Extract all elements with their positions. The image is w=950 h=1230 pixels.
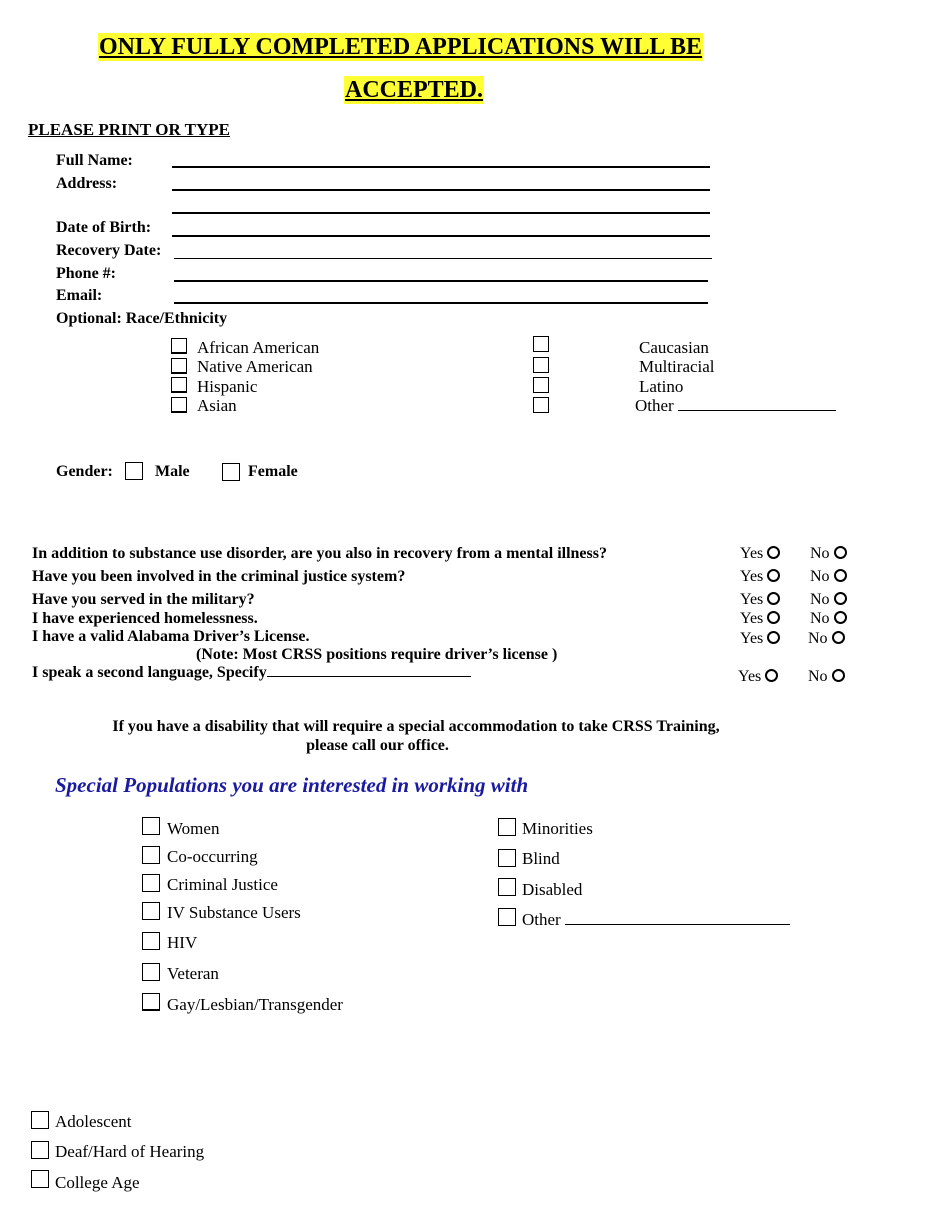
yes-option-language[interactable]: Yes bbox=[738, 668, 778, 686]
population-label: Disabled bbox=[522, 880, 583, 899]
no-option-license[interactable]: No bbox=[808, 630, 845, 648]
race-option-label: Caucasian bbox=[639, 338, 709, 357]
population-label: IV Substance Users bbox=[167, 903, 301, 922]
yes-option-mental[interactable]: Yes bbox=[740, 545, 780, 563]
radio-icon[interactable] bbox=[767, 611, 780, 624]
checkbox-hispanic[interactable] bbox=[171, 377, 187, 393]
phone-field[interactable] bbox=[174, 280, 708, 282]
question-drivers-license: I have a valid Alabama Driver’s License. bbox=[32, 628, 310, 645]
checkbox-adolescent[interactable] bbox=[31, 1111, 49, 1129]
no-option-language[interactable]: No bbox=[808, 668, 845, 686]
checkbox-population-other[interactable] bbox=[498, 908, 516, 926]
checkbox-women[interactable] bbox=[142, 817, 160, 835]
race-option-label: Multiracial bbox=[639, 357, 715, 376]
race-label: Optional: Race/Ethnicity bbox=[56, 310, 228, 327]
checkbox-blind[interactable] bbox=[498, 849, 516, 867]
yes-option-license[interactable]: Yes bbox=[740, 630, 780, 648]
gender-female-label: Female bbox=[248, 463, 298, 480]
population-label: Other bbox=[522, 910, 561, 929]
checkbox-race-other[interactable] bbox=[533, 397, 549, 413]
question-second-language-row bbox=[32, 664, 471, 682]
no-option-homelessness[interactable]: No bbox=[810, 610, 847, 628]
population-label: Veteran bbox=[167, 964, 219, 983]
question-second-language: I speak a second language, Specify bbox=[32, 664, 267, 681]
no-option-criminal[interactable]: No bbox=[810, 568, 847, 586]
address-field-2[interactable] bbox=[172, 212, 710, 214]
population-other-row bbox=[522, 910, 790, 930]
radio-icon[interactable] bbox=[832, 669, 845, 682]
checkbox-african-american[interactable] bbox=[171, 338, 187, 354]
recovery-date-field[interactable] bbox=[174, 258, 712, 259]
drivers-license-note: (Note: Most CRSS positions require driver’s license ) bbox=[196, 646, 558, 663]
radio-icon[interactable] bbox=[767, 569, 780, 582]
race-other-field[interactable] bbox=[678, 396, 836, 411]
email-field[interactable] bbox=[174, 302, 708, 304]
race-option-label: Other bbox=[635, 396, 674, 415]
radio-icon[interactable] bbox=[834, 546, 847, 559]
disability-notice-line-1: If you have a disability that will require a special accommodation to take CRSS Training, bbox=[112, 718, 720, 735]
population-other-field[interactable] bbox=[565, 910, 790, 925]
radio-icon[interactable] bbox=[767, 546, 780, 559]
disability-notice-line-2: please call our office. bbox=[306, 737, 449, 754]
yes-option-criminal[interactable]: Yes bbox=[740, 568, 780, 586]
race-option-label: Native American bbox=[197, 357, 313, 376]
checkbox-minorities[interactable] bbox=[498, 818, 516, 836]
checkbox-gay-lesbian-transgender[interactable] bbox=[142, 993, 160, 1011]
header-line-1: ONLY FULLY COMPLETED APPLICATIONS WILL BE bbox=[99, 34, 703, 60]
checkbox-disabled[interactable] bbox=[498, 878, 516, 896]
dob-field[interactable] bbox=[172, 235, 710, 237]
checkbox-iv-substance-users[interactable] bbox=[142, 902, 160, 920]
full-name-field[interactable] bbox=[172, 166, 710, 168]
population-label: Blind bbox=[522, 849, 560, 868]
checkbox-college-age[interactable] bbox=[31, 1170, 49, 1188]
header-line-2: ACCEPTED. bbox=[345, 77, 484, 103]
checkbox-latino[interactable] bbox=[533, 377, 549, 393]
checkbox-caucasian[interactable] bbox=[533, 336, 549, 352]
checkbox-asian[interactable] bbox=[171, 397, 187, 413]
checkbox-criminal-justice[interactable] bbox=[142, 874, 160, 892]
checkbox-deaf-hard-of-hearing[interactable] bbox=[31, 1141, 49, 1159]
address-label: Address: bbox=[56, 175, 118, 192]
instructions: PLEASE PRINT OR TYPE bbox=[28, 120, 230, 139]
checkbox-male[interactable] bbox=[125, 462, 143, 480]
race-option-label: African American bbox=[197, 338, 320, 357]
checkbox-veteran[interactable] bbox=[142, 963, 160, 981]
race-option-label: Asian bbox=[197, 396, 237, 415]
address-field-1[interactable] bbox=[172, 189, 710, 191]
population-label: Women bbox=[167, 819, 220, 838]
checkbox-co-occurring[interactable] bbox=[142, 846, 160, 864]
email-label: Email: bbox=[56, 287, 103, 304]
checkbox-female[interactable] bbox=[222, 463, 240, 481]
race-other-row bbox=[635, 396, 836, 416]
special-populations-title: Special Populations you are interested in working with bbox=[55, 773, 529, 797]
race-option-label: Latino bbox=[639, 377, 684, 396]
gender-male-label: Male bbox=[155, 463, 190, 480]
phone-label: Phone #: bbox=[56, 265, 116, 282]
question-military: Have you served in the military? bbox=[32, 591, 255, 608]
recovery-date-label: Recovery Date: bbox=[56, 242, 162, 259]
second-language-field[interactable] bbox=[267, 664, 471, 677]
checkbox-native-american[interactable] bbox=[171, 358, 187, 374]
yes-option-military[interactable]: Yes bbox=[740, 591, 780, 609]
radio-icon[interactable] bbox=[832, 631, 845, 644]
race-option-label: Hispanic bbox=[197, 377, 258, 396]
radio-icon[interactable] bbox=[765, 669, 778, 682]
no-option-military[interactable]: No bbox=[810, 591, 847, 609]
question-mental-illness: In addition to substance use disorder, are you also in recovery from a mental illness? bbox=[32, 545, 607, 562]
population-label: HIV bbox=[167, 933, 198, 952]
radio-icon[interactable] bbox=[834, 592, 847, 605]
question-criminal-justice: Have you been involved in the criminal justice system? bbox=[32, 568, 406, 585]
population-label: Criminal Justice bbox=[167, 875, 278, 894]
yes-option-homelessness[interactable]: Yes bbox=[740, 610, 780, 628]
population-label: Gay/Lesbian/Transgender bbox=[167, 995, 343, 1014]
population-label: Deaf/Hard of Hearing bbox=[55, 1142, 205, 1161]
population-label: Co-occurring bbox=[167, 847, 258, 866]
radio-icon[interactable] bbox=[767, 631, 780, 644]
full-name-label: Full Name: bbox=[56, 152, 133, 169]
dob-label: Date of Birth: bbox=[56, 219, 152, 236]
gender-label: Gender: bbox=[56, 463, 113, 480]
no-option-mental[interactable]: No bbox=[810, 545, 847, 563]
radio-icon[interactable] bbox=[834, 611, 847, 624]
radio-icon[interactable] bbox=[834, 569, 847, 582]
checkbox-multiracial[interactable] bbox=[533, 357, 549, 373]
radio-icon[interactable] bbox=[767, 592, 780, 605]
question-homelessness: I have experienced homelessness. bbox=[32, 610, 258, 627]
population-label: College Age bbox=[55, 1173, 140, 1192]
population-label: Adolescent bbox=[55, 1112, 132, 1131]
checkbox-hiv[interactable] bbox=[142, 932, 160, 950]
population-label: Minorities bbox=[522, 819, 593, 838]
